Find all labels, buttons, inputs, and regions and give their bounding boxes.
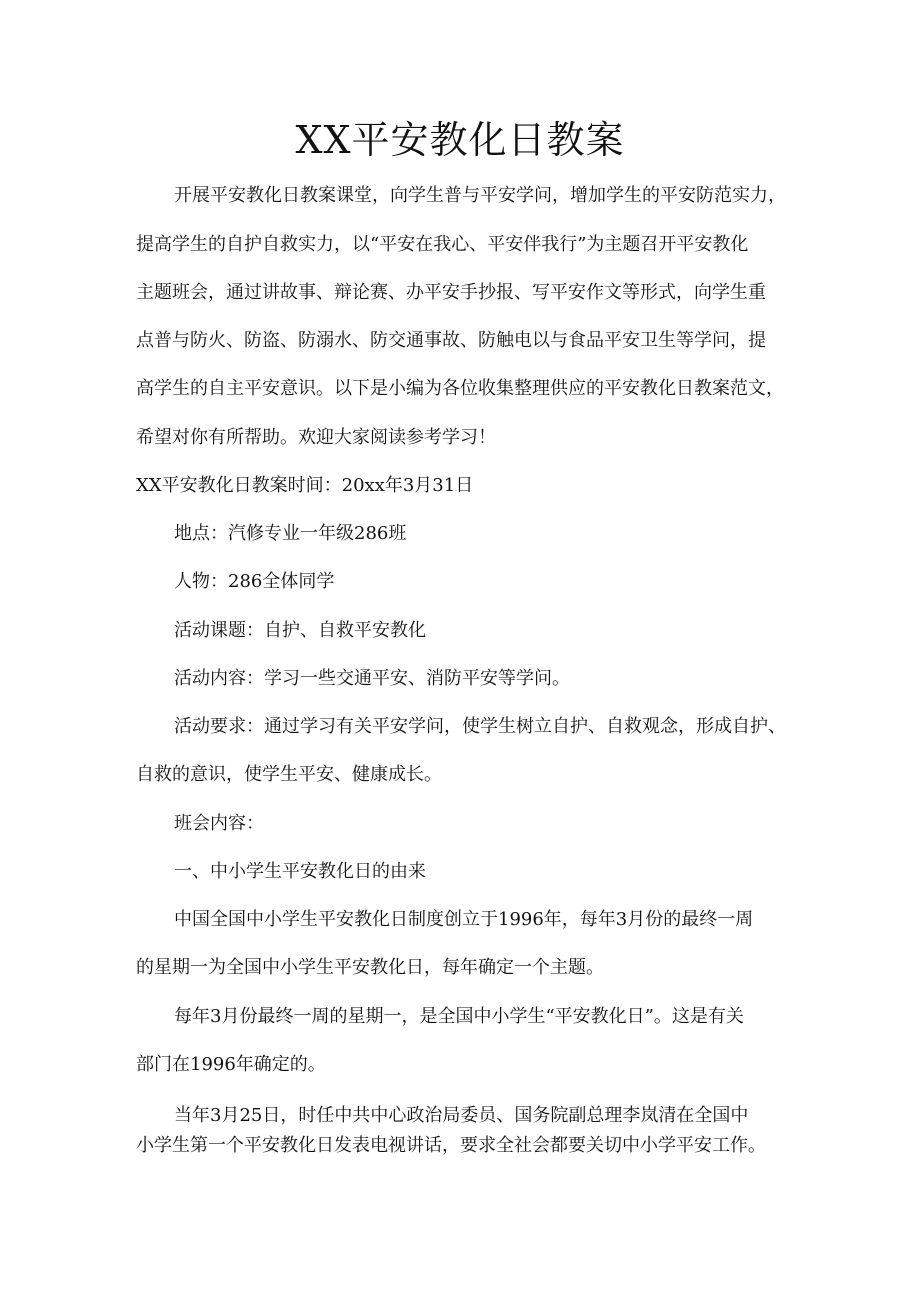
time-line: XX平安教化日教案时间：20xx年3月31日: [136, 475, 474, 496]
para2-line-2: 部门在1996年确定的。: [136, 1054, 326, 1075]
topic-line: 活动课题：自护、自救平安教化: [174, 620, 426, 641]
requirement-line-1: 活动要求：通过学习有关平安学问，使学生树立自护、自救观念，形成自护、: [174, 716, 786, 737]
requirement-line-2: 自救的意识，使学生平安、健康成长。: [136, 764, 442, 785]
location-line: 地点：汽修专业一年级286班: [174, 523, 407, 544]
intro-line-2: 提高学生的自护自救实力，以“平安在我心、平安伴我行”为主题召开平安教化: [136, 234, 749, 255]
para1-line-1: 中国全国中小学生平安教化日制度创立于1996年，每年3月份的最终一周: [174, 909, 754, 930]
para2-line-1: 每年3月份最终一周的星期一，是全国中小学生“平安教化日”。这是有关: [174, 1006, 744, 1027]
para3-line-1: 当年3月25日，时任中共中心政治局委员、国务院副总理李岚清在全国中: [174, 1105, 749, 1126]
class-content-label: 班会内容：: [174, 813, 264, 834]
section1-heading: 一、中小学生平安教化日的由来: [174, 861, 426, 882]
document-title: XX平安教化日教案: [295, 118, 625, 162]
intro-line-4: 点普与防火、防盗、防溺水、防交通事故、防触电以与食品平安卫生等学问，提: [136, 330, 766, 351]
intro-line-3: 主题班会，通过讲故事、辩论赛、办平安手抄报、写平安作文等形式，向学生重: [136, 282, 766, 303]
people-line: 人物：286全体同学: [174, 571, 335, 592]
intro-line-6: 希望对你有所帮助。欢迎大家阅读参考学习！: [136, 427, 496, 448]
para3-line-2: 小学生第一个平安教化日发表电视讲话，要求全社会都要关切中小学平安工作。: [136, 1135, 766, 1156]
content-line: 活动内容：学习一些交通平安、消防平安等学问。: [174, 668, 570, 689]
intro-line-1: 开展平安教化日教案课堂，向学生普与平安学问，增加学生的平安防范实力，: [174, 185, 786, 206]
intro-line-5: 高学生的自主平安意识。以下是小编为各位收集整理供应的平安教化日教案范文，: [136, 378, 784, 399]
para1-line-2: 的星期一为全国中小学生平安教化日，每年确定一个主题。: [136, 957, 604, 978]
